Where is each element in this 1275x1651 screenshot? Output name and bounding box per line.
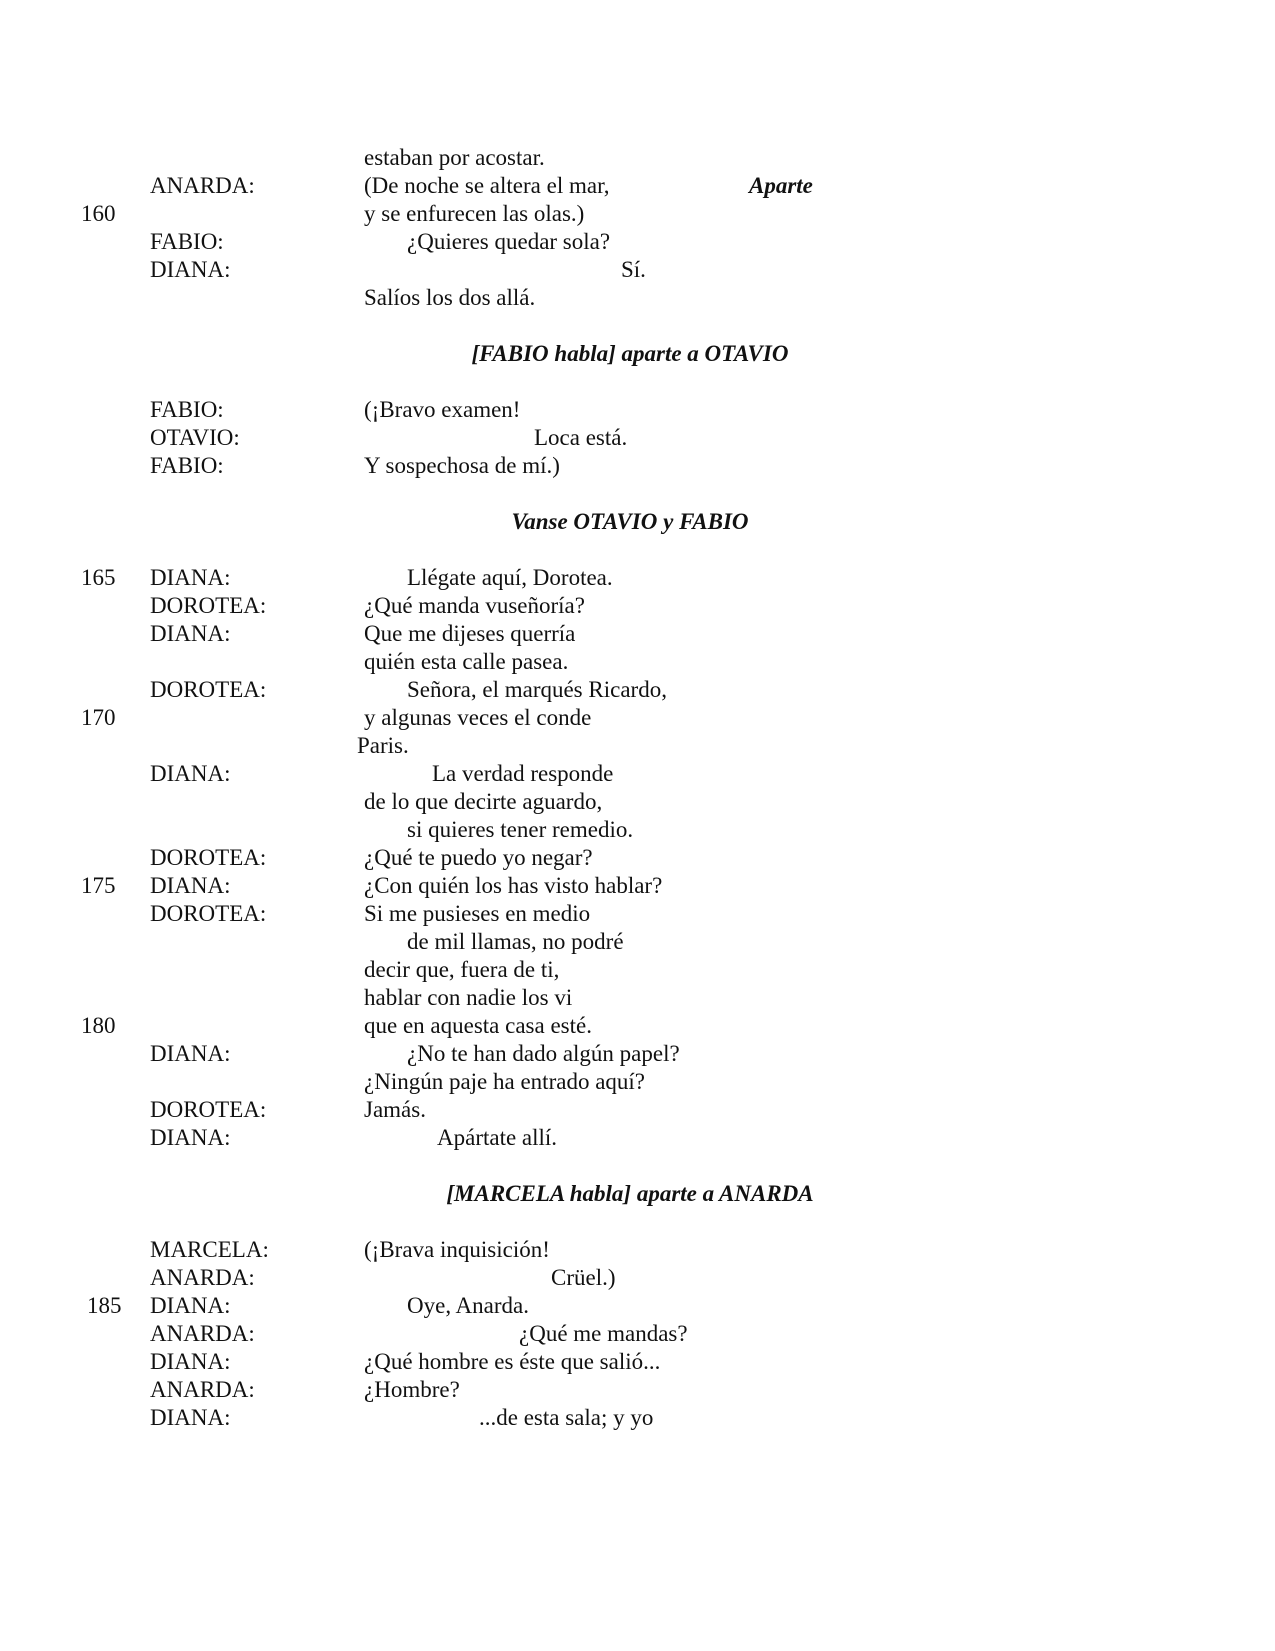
line-number: 160 [81, 201, 116, 226]
speaker-name: DIANA: [150, 873, 231, 898]
line-number: 165 [81, 565, 116, 590]
verse-text: Sí. [621, 257, 646, 282]
verse-text: Señora, el marqués Ricardo, [407, 677, 667, 702]
speaker-name: DOROTEA: [150, 901, 267, 926]
verse-text: que en aquesta casa esté. [364, 1013, 592, 1038]
stage-direction: [MARCELA habla] aparte a ANARDA [446, 1181, 814, 1206]
verse-text: (De noche se altera el mar, [364, 173, 610, 198]
verse-text: hablar con nadie los vi [364, 985, 573, 1010]
speaker-name: OTAVIO: [150, 425, 240, 450]
speaker-name: DIANA: [150, 1125, 231, 1150]
verse-text: de mil llamas, no podré [407, 929, 624, 954]
verse-text: ¿No te han dado algún papel? [407, 1041, 680, 1066]
line-number: 175 [81, 873, 116, 898]
speaker-name: DIANA: [150, 1293, 231, 1318]
speaker-name: FABIO: [150, 397, 224, 422]
stage-direction-line [0, 508, 1275, 538]
verse-text: Llégate aquí, Dorotea. [407, 565, 613, 590]
verse-text: Crüel.) [551, 1265, 616, 1290]
speaker-name: DIANA: [150, 565, 231, 590]
stage-direction-line [0, 340, 1275, 370]
speaker-name: DIANA: [150, 761, 231, 786]
verse-text: ¿Ningún paje ha entrado aquí? [364, 1069, 645, 1094]
verse-text: Si me pusieses en medio [364, 901, 591, 926]
verse-text: Paris. [357, 733, 409, 758]
verse-text: (¡Bravo examen! [364, 397, 521, 422]
verse-text: ¿Hombre? [364, 1377, 460, 1402]
speaker-name: DIANA: [150, 621, 231, 646]
speaker-name: DIANA: [150, 257, 231, 282]
verse-text: y algunas veces el conde [364, 705, 592, 730]
verse-text: ...de esta sala; y yo [479, 1405, 654, 1430]
speaker-name: FABIO: [150, 229, 224, 254]
speaker-name: DOROTEA: [150, 593, 267, 618]
verse-text: si quieres tener remedio. [407, 817, 634, 842]
verse-text: Loca está. [534, 425, 628, 450]
verse-text: (¡Brava inquisición! [364, 1237, 550, 1262]
speaker-name: ANARDA: [150, 1265, 255, 1290]
verse-text: ¿Quieres quedar sola? [407, 229, 611, 254]
aside-stage-direction: Aparte [749, 173, 813, 198]
verse-text: ¿Qué te puedo yo negar? [364, 845, 593, 870]
verse-text: estaban por acostar. [364, 145, 545, 170]
verse-text: y se enfurecen las olas.) [364, 201, 585, 226]
speaker-name: FABIO: [150, 453, 224, 478]
speaker-name: DIANA: [150, 1041, 231, 1066]
verse-text: Y sospechosa de mí.) [364, 453, 560, 478]
verse-text: ¿Qué hombre es éste que salió... [364, 1349, 661, 1374]
line-number: 185 [87, 1293, 122, 1318]
verse-text: Jamás. [364, 1097, 426, 1122]
speaker-name: ANARDA: [150, 1321, 255, 1346]
stage-direction: [FABIO habla] aparte a OTAVIO [471, 341, 789, 366]
verse-text: La verdad responde [432, 761, 614, 786]
line-number: 180 [81, 1013, 116, 1038]
speaker-name: DIANA: [150, 1349, 231, 1374]
verse-text: Que me dijeses querría [364, 621, 576, 646]
speaker-name: DIANA: [150, 1405, 231, 1430]
verse-text: ¿Qué manda vuseñoría? [364, 593, 585, 618]
verse-text: Salíos los dos allá. [364, 285, 536, 310]
speaker-name: ANARDA: [150, 1377, 255, 1402]
speaker-name: DOROTEA: [150, 1097, 267, 1122]
speaker-name: DOROTEA: [150, 845, 267, 870]
verse-text: de lo que decirte aguardo, [364, 789, 603, 814]
verse-text: Oye, Anarda. [407, 1293, 529, 1318]
speaker-name: DOROTEA: [150, 677, 267, 702]
speaker-name: MARCELA: [150, 1237, 269, 1262]
speaker-name: ANARDA: [150, 173, 255, 198]
verse-text: quién esta calle pasea. [364, 649, 569, 674]
verse-text: decir que, fuera de ti, [364, 957, 560, 982]
verse-text: ¿Con quién los has visto hablar? [364, 873, 663, 898]
line-number: 170 [81, 705, 116, 730]
stage-direction-line [0, 1180, 1275, 1210]
stage-direction: Vanse OTAVIO y FABIO [511, 509, 749, 534]
verse-text: Apártate allí. [437, 1125, 558, 1150]
verse-text: ¿Qué me mandas? [519, 1321, 688, 1346]
